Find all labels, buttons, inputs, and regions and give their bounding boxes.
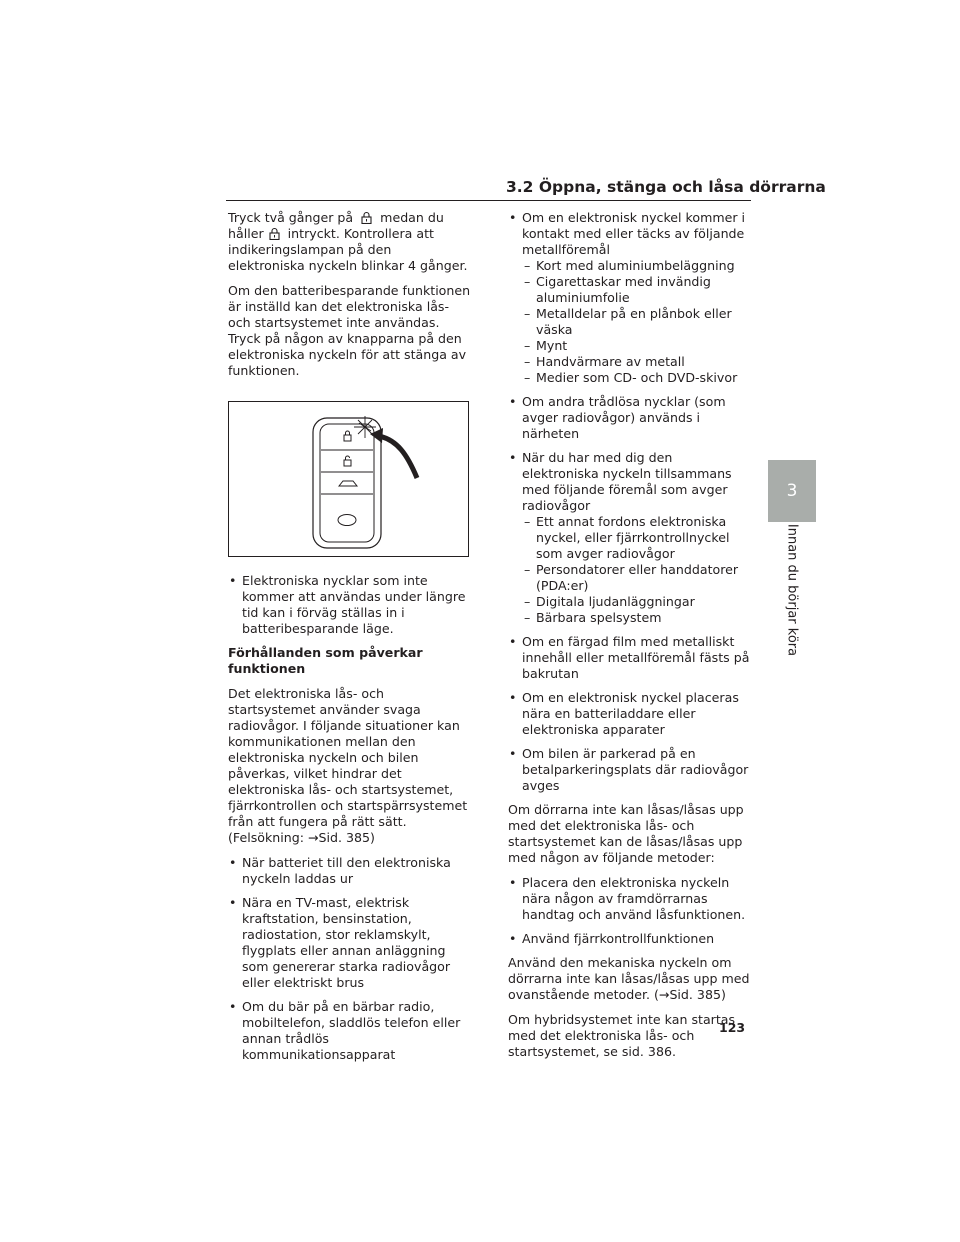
sub-list-item: – Bärbara spelsystem [508,610,752,626]
intro-paragraph [228,210,472,274]
sub-list-item: – Digitala ljudanläggningar [508,594,752,610]
sub-list-item: – Metalldelar på en plånbok eller väska [508,306,752,338]
electronic-key-drawing [229,402,468,556]
conditions-paragraph: Det elektroniska lås- och startsystemet använder svaga radiovågor. I följande situationer kan kommunikationen mellan den elektroniska nyckeln och bilen påverkas, vilket hindrar det elektroniska lås- och startsystemet, fjärrkontrollen och startspärrsystemet från att fungera på rätt sätt. (Felsökning: →Sid. 385) [228,686,468,845]
list-item: • När du har med dig den elektroniska nyckeln tillsammans med följande föremål som avger radiovågor [508,450,752,514]
chapter-label: Innan du börjar köra [784,523,800,657]
left-column [228,210,472,1071]
list-item: • Om bilen är parkerad på en betalparkeringsplats där radiovågor avges [508,746,752,794]
sub-list-item: – Handvärmare av metall [508,354,752,370]
section-title: 3.2 Öppna, stänga och låsa dörrarna [506,178,826,196]
mechanical-key-paragraph: Använd den mekaniska nyckeln om dörrarna inte kan låsas/låsas upp med ovanstående metoder. (→Sid. 385) [508,955,750,1002]
list-item: • Placera den elektroniska nyckeln nära någon av framdörrarnas handtag och använd låsfunktionen. [508,875,752,923]
hybrid-start-paragraph: Om hybridsystemet inte kan startas med det elektroniska lås- och startsystemet, se sid. 386. [508,1012,736,1059]
list-item: • Nära en TV-mast, elektrisk kraftstation, bensinstation, radiostation, stor reklamskylt, flygplats eller annan anläggning som genererar starka radiovågor eller elektriskt brus [228,895,472,991]
list-item: • Om en elektronisk nyckel placeras nära en batteriladdare eller elektroniska apparater [508,690,752,738]
header-rule [226,200,751,201]
chapter-number: 3 [786,481,798,501]
list-item: • Om andra trådlösa nycklar (som avger radiovågor) används i närheten [508,394,752,442]
sub-list-item: – Mynt [508,338,752,354]
sub-list [508,258,752,386]
battery-saver-paragraph: Om den batteribesparande funktionen är inställd kan det elektroniska lås- och startsystemet inte användas. Tryck på någon av knapparna på den elektroniska nyckeln för att stänga av funktionen. [228,283,471,378]
sub-list-item: – Ett annat fordons elektroniska nyckel, eller fjärrkontrollnyckel som avger radiovågor [508,514,752,562]
intro-text-1: Tryck två gånger på [228,210,354,225]
intro-text-3: intryckt. Kontrollera att indikeringslampan på den elektroniska nyckeln blinkar 4 gånger. [228,226,468,273]
lock-icon [360,211,373,224]
page-number: 123 [719,1020,746,1035]
indicator-lamp [338,515,356,526]
key-illustration [228,401,469,557]
right-column [508,210,752,1069]
sub-list-item: – Cigarettaskar med invändig aluminiumfolie [508,274,752,306]
intro-text-2: medan du håller [228,210,444,241]
list-item: • Elektroniska nycklar som inte kommer att användas under längre tid kan i förväg ställas in i batteribesparande läge. [228,573,472,637]
list-item: • Om du bär på en bärbar radio, mobiltelefon, sladdlös telefon eller annan trådlös kommunikationsapparat [228,999,472,1063]
list-item: • Om en elektronisk nyckel kommer i kontakt med eller täcks av följande metallföremål [508,210,752,258]
sub-list-item: – Medier som CD- och DVD-skivor [508,370,752,386]
list-item: • När batteriet till den elektroniska nyckeln laddas ur [228,855,472,887]
sub-list [508,514,752,626]
chapter-tab [768,460,816,522]
sub-list-item: – Kort med aluminiumbeläggning [508,258,752,274]
lock-icon [268,227,281,240]
lock-methods-paragraph: Om dörrarna inte kan låsas/låsas upp med det elektroniska lås- och startsystemet kan de låsas/låsas upp med någon av följande metoder: [508,802,744,865]
arrow-icon [379,436,417,478]
list-item: • Använd fjärrkontrollfunktionen [508,931,752,947]
list-item: • Om en färgad film med metalliskt innehåll eller metallföremål fästs på bakrutan [508,634,752,682]
conditions-heading: Förhållanden som påverkar funktionen [228,645,423,676]
sub-list-item: – Persondatorer eller handdatorer (PDA:er) [508,562,752,594]
